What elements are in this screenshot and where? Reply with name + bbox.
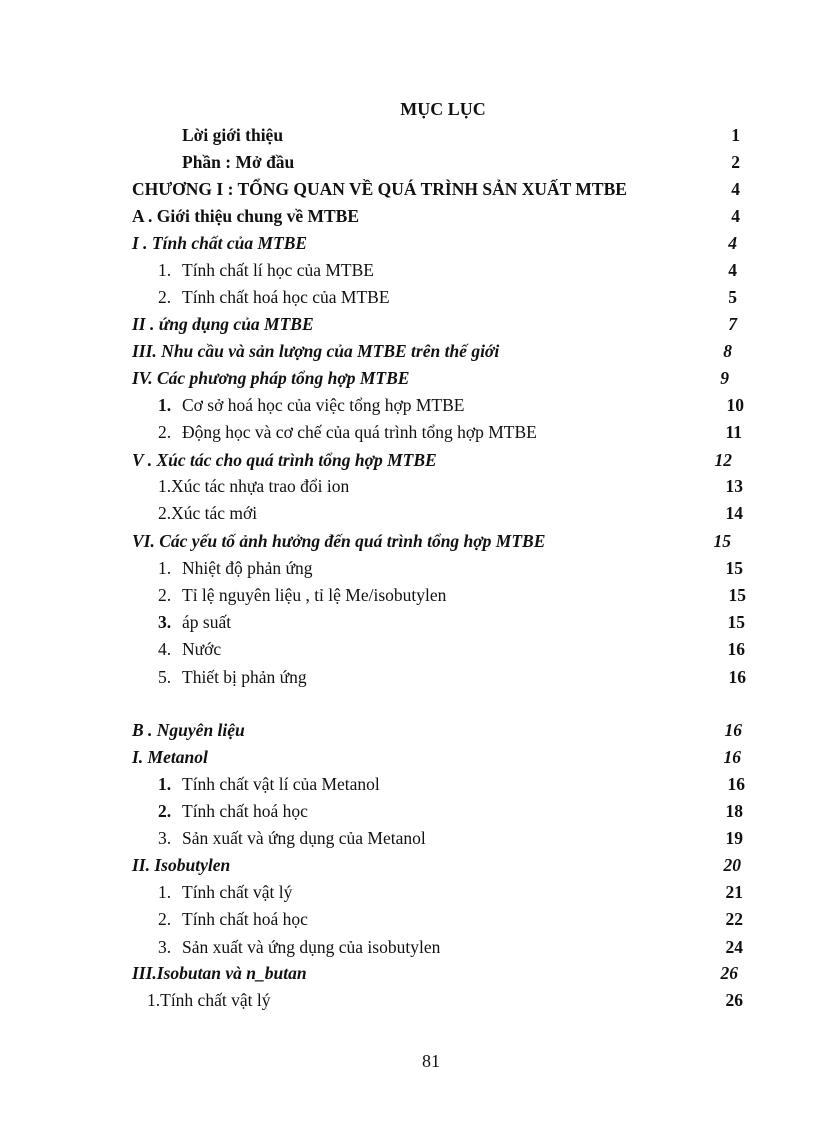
toc-entry-label: Cơ sở hoá học của việc tổng hợp MTBE <box>182 395 465 415</box>
toc-entry-page: 4 <box>731 206 740 226</box>
toc-entry <box>0 150 816 174</box>
toc-entry-label: III. Nhu cầu và sản lượng của MTBE trên thế giới <box>132 341 500 361</box>
toc-entry-page: 15 <box>727 612 745 632</box>
toc-entry-label: Tính chất hoá học <box>182 909 308 929</box>
toc-entry-label: Động học và cơ chế của quá trình tổng hợp MTBE <box>182 422 537 442</box>
toc-entry <box>0 745 816 769</box>
toc-entry-page: 21 <box>725 882 743 902</box>
page-number: 81 <box>422 1051 440 1071</box>
toc-entry-page: 16 <box>727 639 745 659</box>
toc-entry-label: Tính chất hoá học của MTBE <box>182 287 390 307</box>
toc-entry-label: Sản xuất và ứng dụng của isobutylen <box>182 937 441 957</box>
toc-entry <box>0 799 816 823</box>
toc-entry-page: 12 <box>714 450 732 470</box>
toc-entry-page: 16 <box>728 667 746 687</box>
toc-entry <box>0 772 816 796</box>
toc-entry-page: 26 <box>725 990 743 1010</box>
toc-entry-number: 1. <box>158 558 172 578</box>
toc-entry-page: 10 <box>726 395 744 415</box>
toc-entry-page: 16 <box>727 774 745 794</box>
toc-entry <box>0 339 816 363</box>
toc-entry <box>0 258 816 282</box>
toc-entry-page: 2 <box>731 152 740 172</box>
toc-entry-label: Tính chất vật lí của Metanol <box>182 774 380 794</box>
toc-entry-label: 2.Xúc tác mới <box>158 503 258 523</box>
toc-entry-number: 2. <box>158 585 172 605</box>
toc-entry-number: 2. <box>158 287 172 307</box>
toc-entry-page: 13 <box>725 476 743 496</box>
toc-entry-page: 4 <box>728 260 737 280</box>
toc-entry-page: 26 <box>720 963 738 983</box>
toc-entry-label: Tỉ lệ nguyên liệu , tỉ lệ Me/isobutylen <box>182 585 447 605</box>
toc-entry-label: CHƯƠNG I : TỔNG QUAN VỀ QUÁ TRÌNH SẢN XUẤT MTBE <box>132 179 627 199</box>
toc-entry-page: 1 <box>731 125 740 145</box>
toc-entry-label: 1.Tính chất vật lý <box>147 990 271 1010</box>
toc-entry-label: Thiết bị phản ứng <box>182 667 307 687</box>
toc-entry-label: 1.Xúc tác nhựa trao đổi ion <box>158 476 350 496</box>
toc-entry <box>0 474 816 498</box>
toc-entry <box>0 988 816 1012</box>
toc-entry <box>0 448 816 472</box>
toc-entry-label: Nhiệt độ phản ứng <box>182 558 313 578</box>
toc-entry-page: 8 <box>723 341 732 361</box>
toc-entry <box>0 231 816 255</box>
toc-entry-number: 3. <box>158 937 172 957</box>
toc-entry-label: áp suất <box>182 612 232 632</box>
toc-entry <box>0 853 816 877</box>
toc-entry-page: 11 <box>725 422 742 442</box>
toc-entry-label: I . Tính chất của MTBE <box>132 233 308 253</box>
toc-entry-label: Phần : Mở đầu <box>182 152 295 172</box>
toc-entry-label: Sản xuất và ứng dụng của Metanol <box>182 828 426 848</box>
toc-entry <box>0 961 816 985</box>
toc-entry-page: 24 <box>725 937 743 957</box>
toc-entry-label: A . Giới thiệu chung về MTBE <box>132 206 360 226</box>
toc-entry-number: 4. <box>158 639 172 659</box>
toc-entry <box>0 556 816 580</box>
toc-entry-number: 1. <box>158 882 172 902</box>
toc-entry-number: 1. <box>158 774 172 794</box>
toc-entry-label: II. Isobutylen <box>132 855 231 875</box>
toc-entry <box>0 610 816 634</box>
toc-entry-label: Tính chất lí học của MTBE <box>182 260 374 280</box>
toc-entry-page: 15 <box>725 558 743 578</box>
toc-entry-page: 7 <box>728 314 737 334</box>
toc-entry-page: 5 <box>728 287 737 307</box>
toc-entry <box>0 665 816 689</box>
toc-entry-number: 1. <box>158 395 172 415</box>
toc-entry-number: 3. <box>158 612 172 632</box>
toc-entry <box>0 366 816 390</box>
toc-entry-label: IV. Các phương pháp tổng hợp MTBE <box>132 368 410 388</box>
toc-entry <box>0 529 816 553</box>
toc-entry <box>0 637 816 661</box>
toc-entry-number: 2. <box>158 422 172 442</box>
toc-entry-number: 1. <box>158 260 172 280</box>
toc-entry <box>0 312 816 336</box>
toc-entry-page: 18 <box>725 801 743 821</box>
toc-entry <box>0 123 816 147</box>
toc-entry-number: 3. <box>158 828 172 848</box>
toc-entry-page: 4 <box>728 233 737 253</box>
toc-entry-page: 15 <box>713 531 731 551</box>
toc-entry-number: 5. <box>158 667 172 687</box>
toc-entry-label: Nước <box>182 639 222 659</box>
toc-entry-label: I. Metanol <box>132 747 208 767</box>
toc-entry-label: Tính chất vật lý <box>182 882 293 902</box>
toc-entry-label: II . ứng dụng của MTBE <box>132 314 314 334</box>
toc-entry-page: 20 <box>723 855 741 875</box>
page-title: MỤC LỤC <box>400 99 486 119</box>
toc-entry <box>0 583 816 607</box>
toc-entry-page: 14 <box>725 503 743 523</box>
toc-entry-number: 2. <box>158 909 172 929</box>
toc-entry-label: B . Nguyên liệu <box>132 720 245 740</box>
toc-entry-label: V . Xúc tác cho quá trình tổng hợp MTBE <box>132 450 437 470</box>
toc-entry-label: VI. Các yếu tố ảnh hưởng đến quá trình tổng hợp MTBE <box>132 531 546 551</box>
toc-entry <box>0 718 816 742</box>
toc-entry <box>0 177 816 201</box>
toc-entry <box>0 204 816 228</box>
toc-entry-page: 16 <box>723 747 741 767</box>
toc-entry-label: Tính chất hoá học <box>182 801 308 821</box>
toc-entry-page: 9 <box>720 368 729 388</box>
toc-entry <box>0 935 816 959</box>
toc-entry-page: 4 <box>731 179 740 199</box>
toc-entry-page: 15 <box>728 585 746 605</box>
toc-entry <box>0 420 816 444</box>
toc-entry-label: III.Isobutan và n_butan <box>132 963 307 983</box>
toc-entry-page: 16 <box>724 720 742 740</box>
toc-entry-label: Lời giới thiệu <box>182 125 284 145</box>
toc-entry-page: 22 <box>725 909 743 929</box>
toc-entry <box>0 393 816 417</box>
toc-entry-page: 19 <box>725 828 743 848</box>
toc-entry <box>0 826 816 850</box>
toc-entry <box>0 501 816 525</box>
toc-entry-number: 2. <box>158 801 172 821</box>
toc-entry <box>0 880 816 904</box>
toc-entry <box>0 285 816 309</box>
toc-entry <box>0 907 816 931</box>
